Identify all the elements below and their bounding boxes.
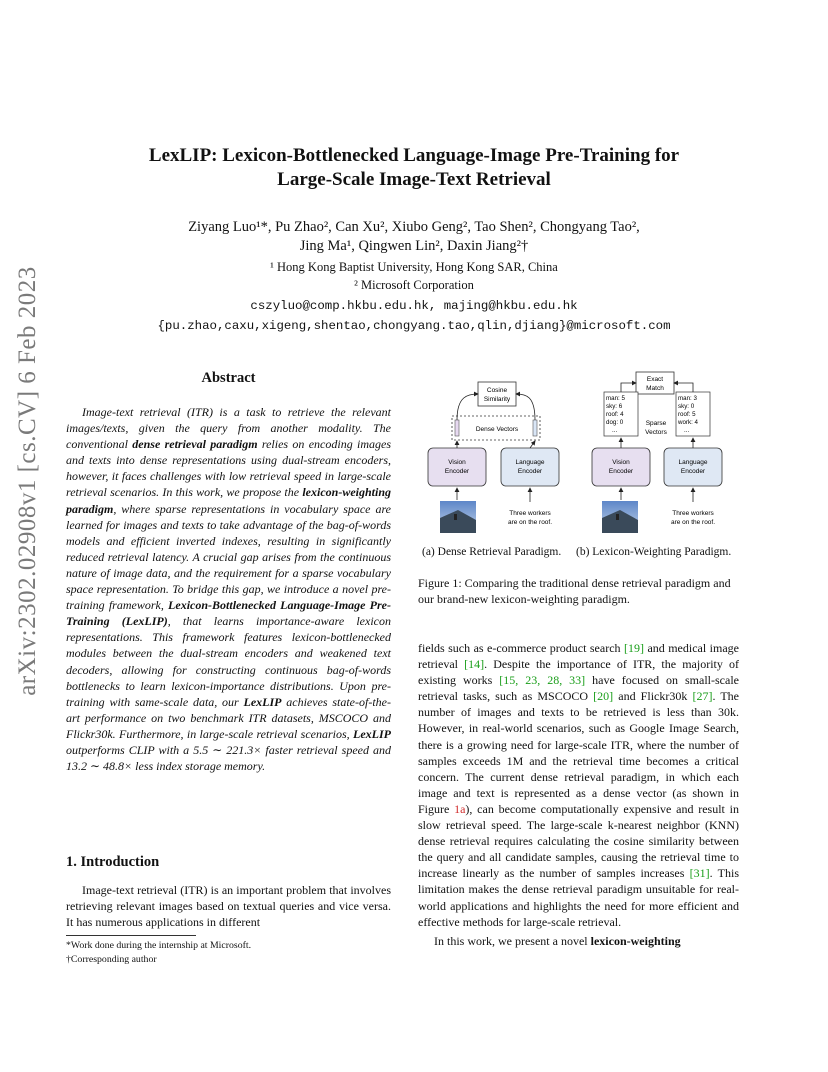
svg-text:Encoder: Encoder (608, 468, 634, 475)
language-encoder-b (664, 448, 722, 486)
svg-text:Exact: Exact (646, 376, 664, 383)
svg-text:Language: Language (678, 459, 708, 466)
title-line-1: LexLIP: Lexicon-Bottlenecked Language-Image Pre-Training for (148, 145, 680, 166)
svg-text:man: 3: man: 3 (678, 395, 697, 402)
intro-heading: 1. Introduction (66, 854, 160, 870)
subcaption-b: (b) Lexicon-Weighting Paradigm. (576, 546, 732, 558)
language-encoder-a (501, 448, 559, 486)
affiliations (80, 258, 748, 294)
affiliation-1: ¹ Hong Kong Baptist University, Hong Kong SAR, China (270, 260, 558, 274)
figure-1-diagram (418, 368, 740, 540)
abstract-body: Image-text retrieval (ITR) is a task to retrieve the relevant images/texts, given the query from another modality. The conventional dense retrieval paradigm relies on encoding images and texts into dense representations using dual-stream encoders, however, it faces challenges with low retrieval speed in large-scale retrieval scenarios. In this work, we propose the lexicon-weighting paradigm, where sparse representations in vocabulary space are learned for images and texts to take advantage of the bag-of-words models and efficient inverted indexes, resulting in significantly reduced retrieval latency. A crucial gap arises from the continuous nature of image data, and the requirement for a sparse vocabulary space representation. To bridge this gap, we introduce a novel pre-training framework, Lexicon-Bottlenecked Language-Image Pre-Training (LexLIP), that learns importance-aware lexicon representations. This framework features lexicon-bottlenecked modules between the dual-stream encoders and weakened text decoders, allowing for constructing continuous bag-of-words bottlenecks to learn lexicon-importance distributions. Upon pre-training with same-scale data, our LexLIP achieves state-of-the-art performance on two benchmark ITR datasets, MSCOCO and Flickr30k. Furthermore, in large-scale retrieval scenarios, LexLIP outperforms CLIP with a 5.5 ∼ 221.3× faster retrieval speed and 13.2 ∼ 48.8× less index storage memory. (66, 405, 392, 774)
affiliation-2: ² Microsoft Corporation (354, 278, 474, 292)
intro-paragraph: Image-text retrieval (ITR) is an important problem that involves retrieving relevant images based on textual queries and vice versa. It has numerous applications in different (66, 883, 391, 930)
image-vector (455, 420, 459, 436)
vision-encoder-b (592, 448, 650, 486)
footnote-rule (66, 935, 196, 936)
footnotes (66, 939, 251, 967)
svg-text:work: 4: work: 4 (678, 419, 698, 426)
authors-line-1: Ziyang Luo¹*, Pu Zhao², Can Xu², Xiubo Geng², Tao Shen², Chongyang Tao², (188, 219, 640, 235)
svg-text:roof: 4: roof: 4 (606, 411, 624, 418)
subcaption-a: (a) Dense Retrieval Paradigm. (422, 546, 562, 558)
dense-vectors-label: Dense Vectors (475, 426, 519, 433)
vision-encoder-a (428, 448, 486, 486)
author-list (80, 218, 748, 256)
svg-text:are on the roof.: are on the roof. (507, 519, 553, 526)
footnote-1: *Work done during the internship at Microsoft. (66, 940, 252, 951)
email-line-2: {pu.zhao,caxu,xigeng,shentao,chongyang.tao,qlin,djiang}@microsoft.com (157, 319, 671, 333)
svg-text:Language: Language (515, 459, 545, 466)
roof-photo-a (440, 501, 476, 533)
title-line-2: Large-Scale Image-Text Retrieval (277, 169, 551, 190)
right-column-body: fields such as e-commerce product search [19] and medical image retrieval [14]. Despite the importance of ITR, the majority of existing works [15, 23, 28, 33] have focused on small-scale retrieval tasks, such as MSCOCO [20] and Flickr30k [27]. The number of images and texts to be retrieved is less than 30k. However, in real-world scenarios, such as Google Image Search, there is a growing need for large-scale ITR, where the number of samples exceeds 1M and the retrieval time becomes a critical concern. The current dense retrieval paradigm, in which each image and text is represented as a dense vector (as shown in Figure 1a), can become computationally expensive and result in slow retrieval speed. The large-scale k-nearest neighbor (KNN) dense retrieval requires calculating the cosine similarity between the query and all candidate samples, causing the retrieval time to increase linearly as the number of samples increases [31]. This limitation makes the dense retrieval paradigm unsuitable for real-world applications and highlights the need for more efficient and effective methods for large-scale retrieval. In this work, we present a novel lexicon-weighting (418, 641, 739, 948)
abstract-heading: Abstract (201, 370, 256, 386)
svg-text:Match: Match (646, 385, 664, 392)
svg-text:are on the roof.: are on the roof. (670, 519, 716, 526)
email-line-1: cszyluo@comp.hkbu.edu.hk, majing@hkbu.edu.hk (250, 299, 578, 313)
paper-title (80, 144, 748, 192)
svg-text:Encoder: Encoder (680, 468, 706, 475)
svg-text:sky: 0: sky: 0 (678, 403, 695, 410)
cosine-label-1: Cosine (486, 387, 508, 394)
cosine-label-2: Similarity (483, 396, 511, 403)
text-vector (533, 420, 537, 436)
arxiv-watermark: arXiv:2302.02908v1 [cs.CV] 6 Feb 2023 (14, 266, 41, 696)
svg-text:Vision: Vision (448, 459, 466, 466)
svg-text:dog: 0: dog: 0 (606, 419, 624, 426)
svg-text:Three workers: Three workers (672, 510, 714, 517)
authors-line-2: Jing Ma¹, Qingwen Lin², Daxin Jiang²† (299, 238, 529, 254)
svg-text:sky: 6: sky: 6 (606, 403, 623, 410)
svg-text:...: ... (684, 427, 690, 434)
svg-text:Encoder: Encoder (517, 468, 543, 475)
svg-text:roof: 5: roof: 5 (678, 411, 696, 418)
svg-text:Vision: Vision (612, 459, 630, 466)
svg-text:Vectors: Vectors (645, 429, 667, 436)
svg-text:Encoder: Encoder (444, 468, 470, 475)
svg-text:Sparse: Sparse (645, 420, 667, 427)
svg-text:man: 5: man: 5 (606, 395, 625, 402)
roof-photo-b (602, 501, 638, 533)
svg-text:Three workers: Three workers (509, 510, 551, 517)
figure-1-caption: Figure 1: Comparing the traditional dense retrieval paradigm and our brand-new lexicon-weighting paradigm. (418, 576, 731, 606)
footnote-2: †Corresponding author (66, 954, 157, 965)
author-emails (80, 296, 748, 336)
svg-text:...: ... (612, 427, 618, 434)
